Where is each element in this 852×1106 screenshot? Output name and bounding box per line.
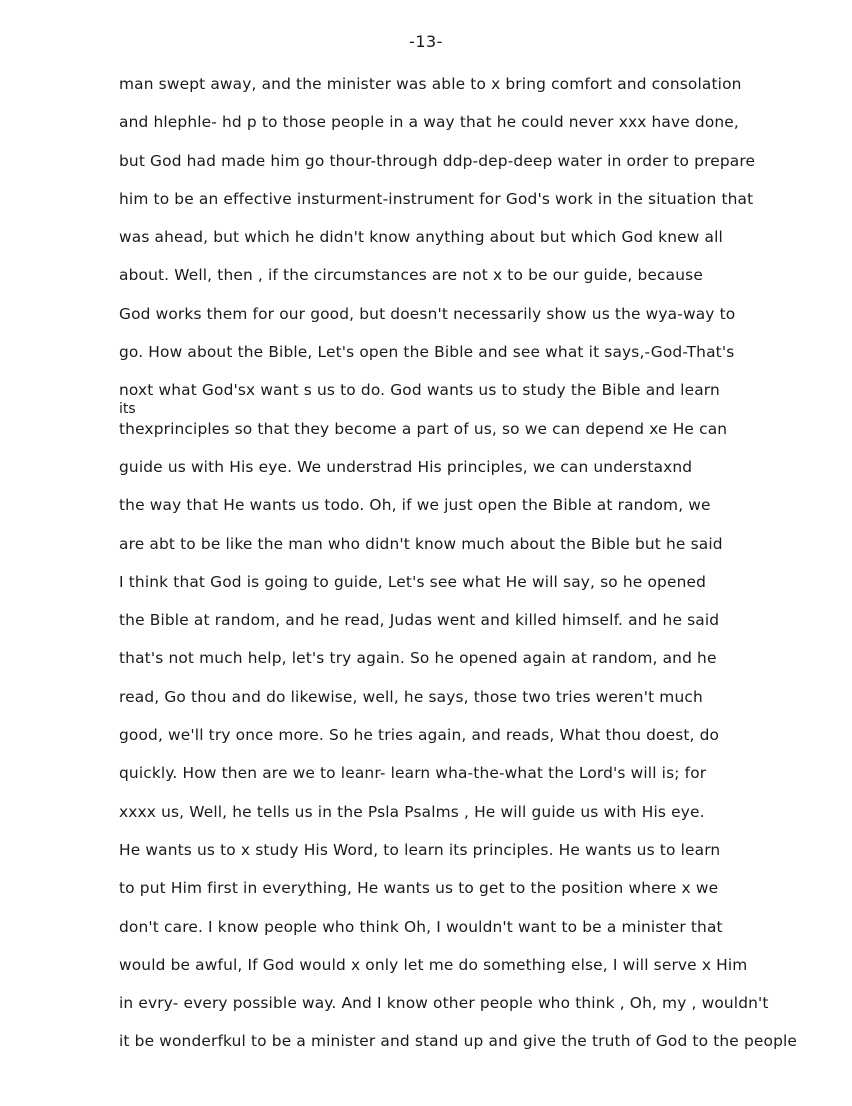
text-line: in evry- every possible way. And I know other people who think , Oh, my , wouldn't — [119, 994, 769, 1013]
text-line: to put Him first in everything, He wants us to get to the position where x we — [119, 879, 719, 898]
text-line: man swept away, and the minister was able to x bring comfort and consolation — [119, 75, 742, 93]
text-line: xxxx us, Well, he tells us in the Psla Psalms , He will guide us with His eye. — [119, 802, 705, 821]
text-line: but God had made him go thour-through ddp-dep-deep water in order to prepare — [119, 151, 756, 170]
text-line: noxt what God'sx want s us to do. God wants us to study the Bible and learn — [119, 381, 720, 400]
page-number: -13- — [409, 32, 443, 51]
text-line: God works them for our good, but doesn't necessarily show us the wya-way to — [119, 304, 736, 323]
text-line: was ahead, but which he didn't know anything about but which God knew all — [119, 228, 723, 247]
text-line: and hlephle- hd p to those people in a way that he could never xxx have done, — [119, 113, 739, 132]
text-line: it be wonderfkul to be a minister and stand up and give the truth of God to the people — [119, 1032, 798, 1051]
text-line: the way that He wants us todo. Oh, if we just open the Bible at random, we — [119, 496, 711, 515]
text-line: I think that God is going to guide, Let's see what He will say, so he opened — [119, 572, 707, 591]
text-line: guide us with His eye. We understrad His principles, we can understaxnd — [119, 457, 693, 476]
text-line: that's not much help, let's try again. So he opened again at random, and he — [119, 649, 717, 668]
text-line: quickly. How then are we to leanr- learn wha-the-what the Lord's will is; for — [119, 764, 707, 783]
body-text — [119, 72, 834, 1068]
text-line: don't care. I know people who think Oh, I wouldn't want to be a minister that — [119, 917, 723, 936]
text-line: He wants us to x study His Word, to learn its principles. He wants us to learn — [119, 840, 721, 859]
text-line: him to be an effective insturment-instrument for God's work in the situation that — [119, 189, 754, 208]
text-line: thexprinciples so that they become a part of us, so we can depend xe He can — [119, 419, 728, 438]
text-line: about. Well, then , if the circumstances are not x to be our guide, because — [119, 266, 703, 285]
text-line: go. How about the Bible, Let's open the Bible and see what it says,-God-That's — [119, 343, 735, 362]
text-line: good, we'll try once more. So he tries again, and reads, What thou doest, do — [119, 726, 720, 745]
text-line: read, Go thou and do likewise, well, he says, those two tries weren't much — [119, 687, 703, 706]
margin-note: its — [119, 401, 136, 417]
text-line: are abt to be like the man who didn't know much about the Bible but he said — [119, 534, 723, 553]
text-line: the Bible at random, and he read, Judas went and killed himself. and he said — [119, 611, 720, 630]
text-line: would be awful, If God would x only let me do something else, I will serve x Him — [119, 955, 748, 974]
